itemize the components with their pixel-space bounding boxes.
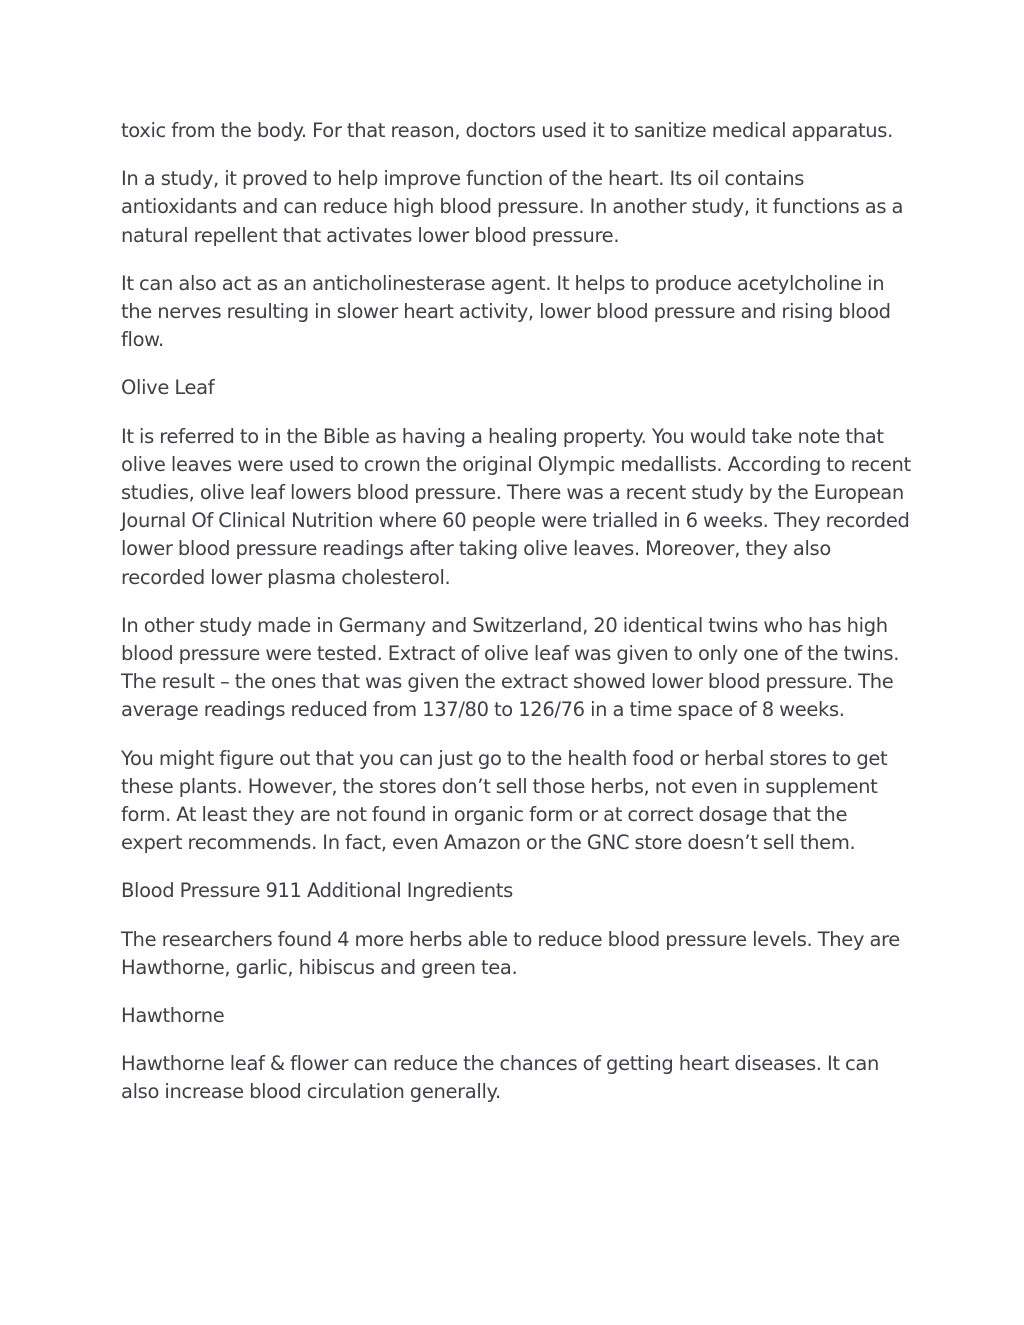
heading-additional-ingredients: Blood Pressure 911 Additional Ingredients [121, 879, 513, 903]
heading-hawthorne: Hawthorne [121, 1004, 225, 1028]
heading-olive-leaf: Olive Leaf [121, 376, 215, 400]
paragraph-hawthorne-benefits: Hawthorne leaf & flower can reduce the chances of getting heart diseases. It can also increase blood circulation generally. [121, 1052, 879, 1104]
paragraph-toxic-apparatus: toxic from the body. For that reason, doctors used it to sanitize medical apparatus. [121, 119, 893, 142]
paragraph-twins-study: In other study made in Germany and Switzerland, 20 identical twins who has high blood pressure were tested. Extract of olive leaf was given to only one of the twins. The result – the ones that was given the extract showed lower blood pressure. The average readings reduced from 137/80 to 126/76 in a time space of 8 weeks. [121, 613, 900, 722]
paragraph-health-food-stores: You might figure out that you can just go to the health food or herbal stores to get these plants. However, the stores don’t sell those herbs, not even in supplement form. At least they are not found in organic form or at correct dosage that the expert recommends. In fact, even Amazon or the GNC store doesn’t sell them. [121, 746, 888, 855]
paragraph-anticholinesterase: It can also act as an anticholinesterase agent. It helps to produce acetylcholine in the nerves resulting in slower heart activity, lower blood pressure and rising blood flow. [121, 271, 891, 352]
paragraph-heart-study: In a study, it proved to help improve function of the heart. Its oil contains antioxidants and can reduce high blood pressure. In another study, it functions as a natural repellent that activates lower blood pressure. [121, 167, 904, 247]
document-page [121, 117, 911, 1127]
paragraph-four-more-herbs: The researchers found 4 more herbs able to reduce blood pressure levels. They are Hawthorne, garlic, hibiscus and green tea. [121, 927, 900, 979]
paragraph-olive-leaf-bible: It is referred to in the Bible as having a healing property. You would take note that olive leaves were used to crown the original Olympic medallists. According to recent studies, olive leaf lowers blood pressure. There was a recent study by the European Journal Of Clinical Nutrition where 60 people were trialled in 6 weeks. They recorded lower blood pressure readings after taking olive leaves. Moreover, they also recorded lower plasma cholesterol. [121, 424, 911, 589]
